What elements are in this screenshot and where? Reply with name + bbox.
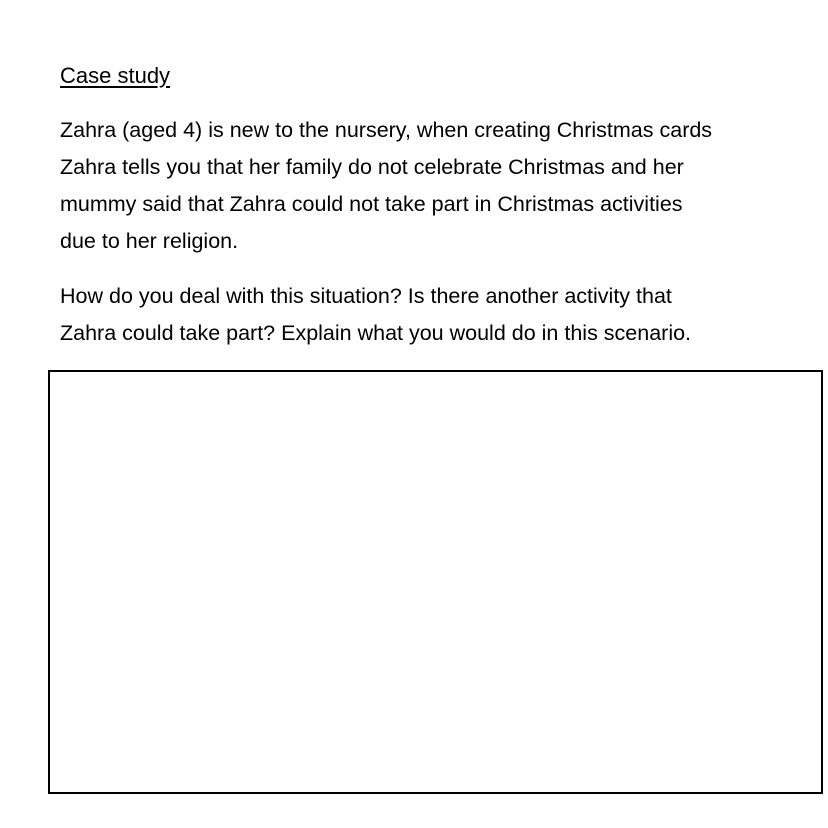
question-line: Zahra could take part? Explain what you would do in this scenario.	[60, 321, 692, 345]
scenario-line: due to her religion.	[60, 229, 239, 253]
scenario-line: Zahra (aged 4) is new to the nursery, when creating Christmas cards	[60, 118, 713, 142]
question-paragraph	[60, 278, 820, 352]
case-study-heading: Case study	[60, 63, 171, 88]
scenario-line: mummy said that Zahra could not take part in Christmas activities	[60, 192, 683, 216]
question-line: How do you deal with this situation? Is there another activity that	[60, 284, 672, 308]
scenario-paragraph	[60, 112, 820, 260]
answer-box[interactable]	[48, 370, 823, 794]
scenario-line: Zahra tells you that her family do not celebrate Christmas and her	[60, 155, 684, 179]
